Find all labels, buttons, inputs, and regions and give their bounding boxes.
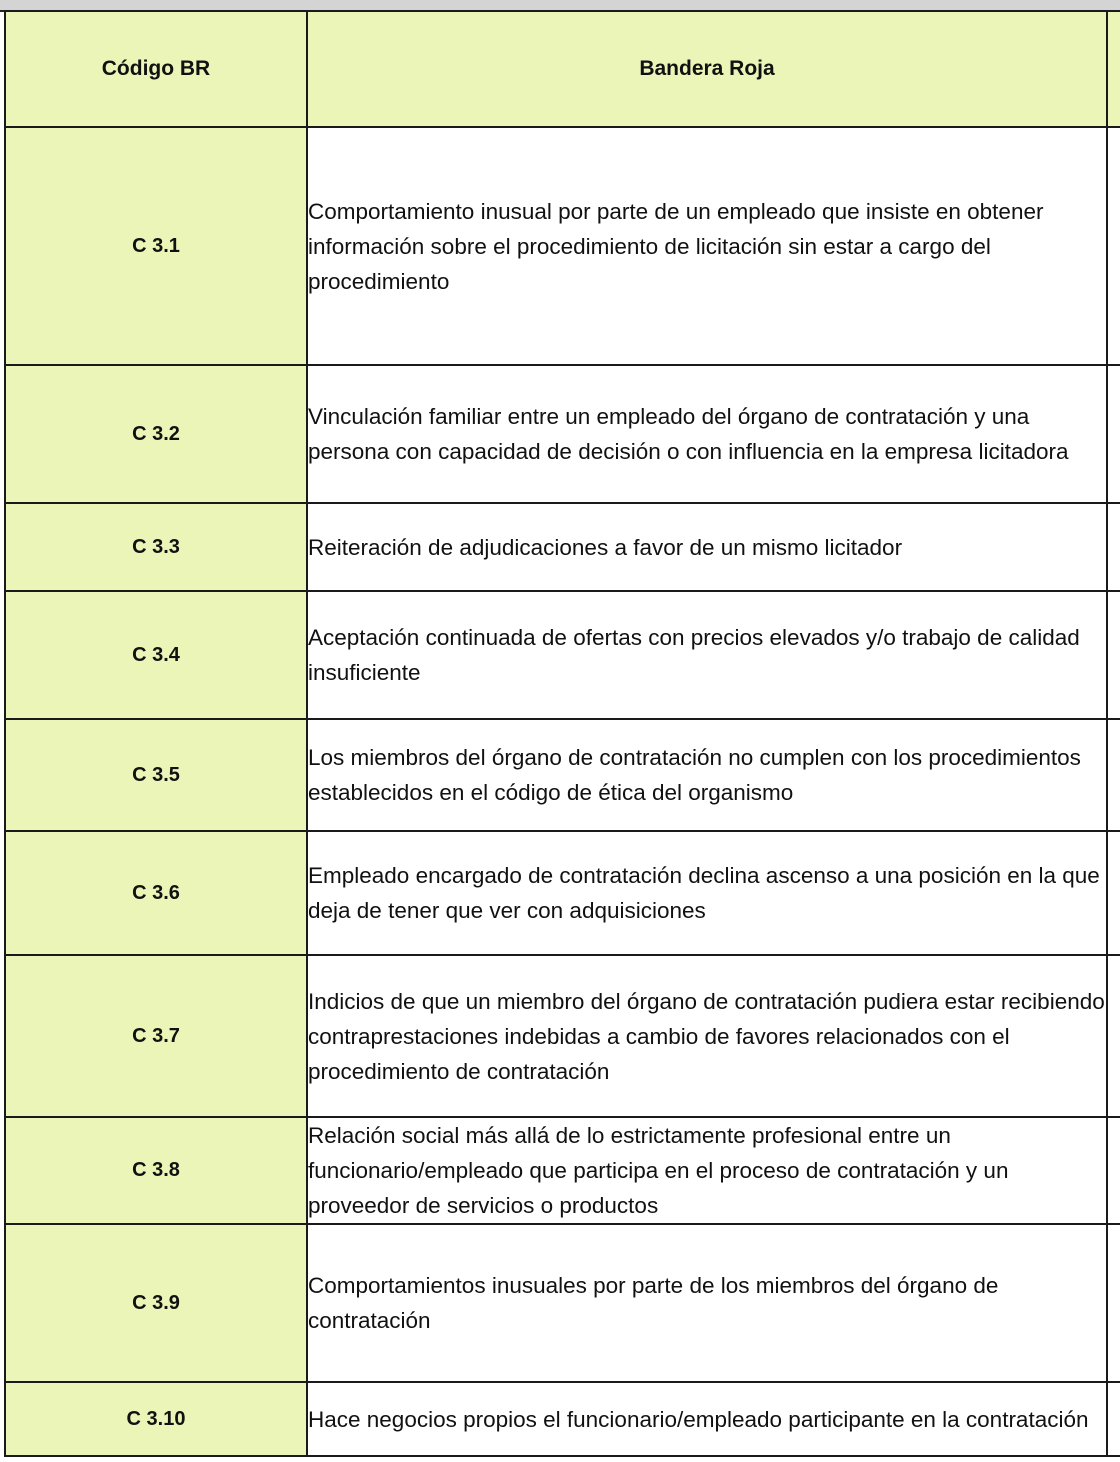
flag-cell[interactable]: Comportamientos inusuales por parte de los miembros del órgano de contratación [307,1224,1107,1382]
flag-cell[interactable]: Vinculación familiar entre un empleado del órgano de contratación y una persona con capacidad de decisión o con influencia en la empresa licitadora [307,365,1107,503]
next-cell[interactable] [1107,1117,1120,1224]
table-row [5,127,1120,365]
code-cell[interactable]: C 3.5 [5,719,307,831]
header-code[interactable]: Código BR [5,11,307,127]
flag-cell[interactable]: Comportamiento inusual por parte de un empleado que insiste en obtener información sobre el procedimiento de licitación sin estar a cargo del procedimiento [307,127,1107,365]
red-flags-table [4,10,1120,1457]
table-row [5,365,1120,503]
table-row [5,591,1120,719]
next-cell[interactable] [1107,365,1120,503]
code-cell[interactable]: C 3.2 [5,365,307,503]
next-cell[interactable] [1107,831,1120,955]
table-row [5,955,1120,1117]
code-cell[interactable]: C 3.9 [5,1224,307,1382]
code-cell[interactable]: C 3.8 [5,1117,307,1224]
next-cell[interactable] [1107,955,1120,1117]
next-cell[interactable] [1107,127,1120,365]
next-cell[interactable] [1107,1224,1120,1382]
code-cell[interactable]: C 3.7 [5,955,307,1117]
table-row [5,503,1120,591]
next-cell[interactable] [1107,503,1120,591]
next-cell[interactable] [1107,719,1120,831]
flag-cell[interactable]: Aceptación continuada de ofertas con precios elevados y/o trabajo de calidad insuficiente [307,591,1107,719]
flag-cell[interactable]: Empleado encargado de contratación declina ascenso a una posición en la que deja de tener que ver con adquisiciones [307,831,1107,955]
code-cell[interactable]: C 3.10 [5,1382,307,1456]
flag-cell[interactable]: Indicios de que un miembro del órgano de contratación pudiera estar recibiendo contraprestaciones indebidas a cambio de favores relacionados con el procedimiento de contratación [307,955,1107,1117]
table-row [5,1117,1120,1224]
code-cell[interactable]: C 3.1 [5,127,307,365]
code-cell[interactable]: C 3.4 [5,591,307,719]
table-row [5,1224,1120,1382]
header-next-column[interactable] [1107,11,1120,127]
code-cell[interactable]: C 3.6 [5,831,307,955]
header-flag[interactable]: Bandera Roja [307,11,1107,127]
flag-cell[interactable]: Relación social más allá de lo estrictamente profesional entre un funcionario/empleado que participa en el proceso de contratación y un proveedor de servicios o productos [307,1117,1107,1224]
code-cell[interactable]: C 3.3 [5,503,307,591]
table-row [5,831,1120,955]
table-row [5,719,1120,831]
next-cell[interactable] [1107,1382,1120,1456]
flag-cell[interactable]: Hace negocios propios el funcionario/empleado participante en la contratación [307,1382,1107,1456]
header-row [5,11,1120,127]
table-row [5,1382,1120,1456]
flag-cell[interactable]: Los miembros del órgano de contratación no cumplen con los procedimientos establecidos en el código de ética del organismo [307,719,1107,831]
next-cell[interactable] [1107,591,1120,719]
flag-cell[interactable]: Reiteración de adjudicaciones a favor de un mismo licitador [307,503,1107,591]
